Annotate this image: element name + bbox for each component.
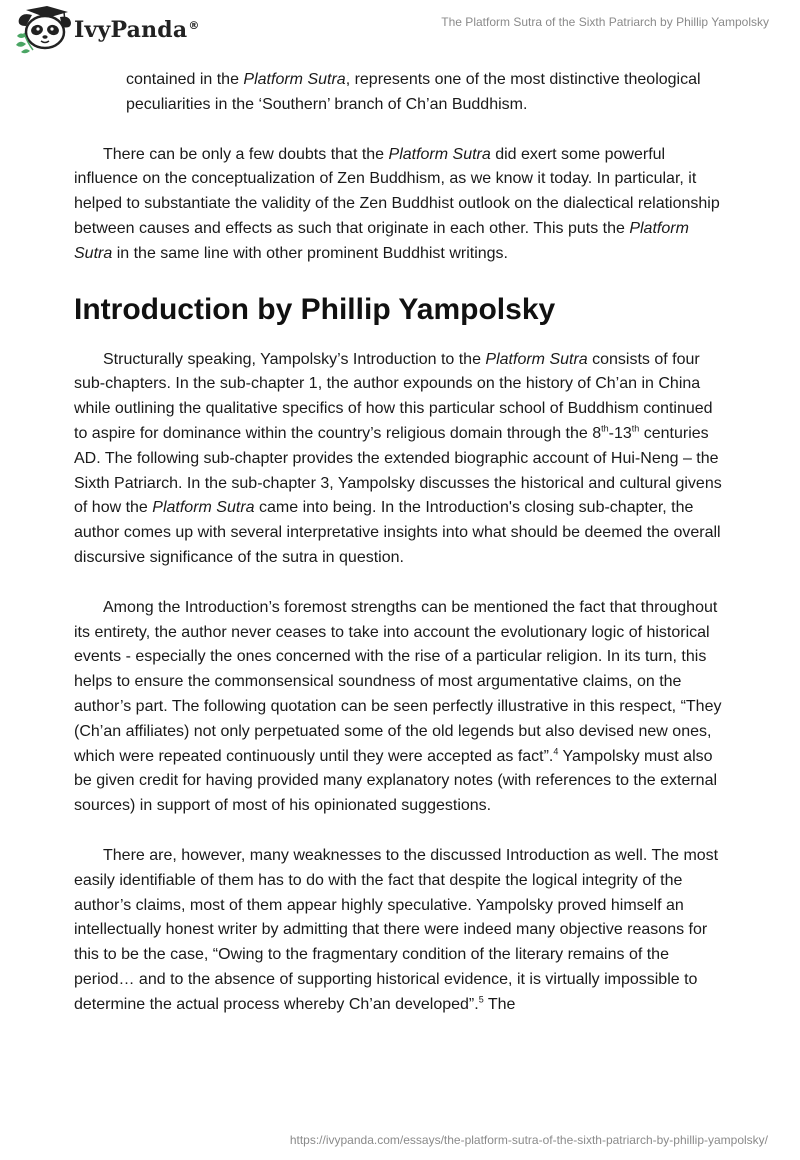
- book-title: Platform Sutra: [243, 71, 346, 88]
- ivypanda-logo[interactable]: [14, 6, 200, 54]
- paragraph-1: There can be only a few doubts that the Platform Sutra did exert some powerful influence on the conceptualization of Zen Buddhism, as we know it today. In particular, it helped to substantiate the validity of the Zen Buddhist outlook on the dialectical relationship between causes and effects as such that originate in each other. This puts the Platform Sutra in the same line with other prominent Buddhist writings.: [74, 145, 720, 262]
- footnote-ref[interactable]: 4: [553, 746, 559, 757]
- document-title: The Platform Sutra of the Sixth Patriarch by Phillip Yampolsky: [441, 15, 769, 29]
- brand-name: IvyPanda®: [74, 17, 200, 43]
- section-heading: Introduction by Phillip Yampolsky: [74, 292, 556, 326]
- source-url[interactable]: https://ivypanda.com/essays/the-platform-sutra-of-the-sixth-patriarch-by-phillip-yampolsky/: [289, 1133, 768, 1147]
- book-title: Platform Sutra: [485, 350, 588, 368]
- ordinal-suffix: th: [601, 423, 609, 434]
- paragraph-3: Among the Introduction’s foremost strengths can be mentioned the fact that throughout its entirety, the author never ceases to take into account the evolutionary logic of historical events - especially the ones concerned with the rise of a particular religion. In its turn, this helps to ensure the commonsensical soundness of most argumentative claims, on the author’s part. The following quotation can be seen perfectly illustrative in this respect, “They (Ch’an affiliates) not only perpetuated some of the old legends but also devised new ones, which were repeated continuously until they were accepted as fact”.$^4$ Yampolsky must also be given credit for having provided many explanatory notes (with references to the external sources) in support of most of his opinionated suggestions.: [74, 598, 722, 815]
- footnote-ref[interactable]: 5: [478, 994, 484, 1005]
- essay-body: [74, 68, 726, 1043]
- book-title: Platform Sutra: [74, 219, 689, 262]
- paragraph-4: There are, however, many weaknesses to the discussed Introduction as well. The most easily identifiable of them has to do with the fact that despite the logical integrity of the author’s claims, most of them appear highly speculative. Yampolsky proved himself an intellectually honest writer by admitting that there were indeed many objective reasons for this to be the case, “Owing to the fragmentary condition of the literary remains of the period… and to the absence of supporting historical evidence, it is virtually impossible to determine the actual process whereby Ch’an developed”.$^5$ The: [74, 846, 719, 1013]
- page-header: [0, 0, 800, 62]
- block-quote: contained in the Platform Sutra, represents one of the most distinctive theological peculiarities in the ‘Southern’ branch of Ch’an Buddhism.: [126, 71, 701, 113]
- book-title: Platform Sutra: [388, 145, 491, 163]
- panda-logo-icon: [14, 6, 72, 54]
- ordinal-suffix: th: [631, 423, 640, 434]
- registered-mark: ®: [188, 18, 200, 32]
- paragraph-2: Structurally speaking, Yampolsky’s Introduction to the Platform Sutra consists of four sub-chapters. In the sub-chapter 1, the author expounds on the history of Ch’an in China while outlining the qualitative specifics of how this particular school of Buddhism continued to aspire for dominance within the country’s religious domain through the 8th-13th centuries AD. The following sub-chapter provides the extended biographic account of Hui-Neng – the Sixth Patriarch. In the sub-chapter 3, Yampolsky discusses the historical and cultural givens of how the Platform Sutra came into being. In the Introduction's closing sub-chapter, the author comes up with several interpretative insights into what should be deemed the overall discursive significance of the sutra in question.: [74, 350, 722, 566]
- book-title: Platform Sutra: [152, 499, 255, 517]
